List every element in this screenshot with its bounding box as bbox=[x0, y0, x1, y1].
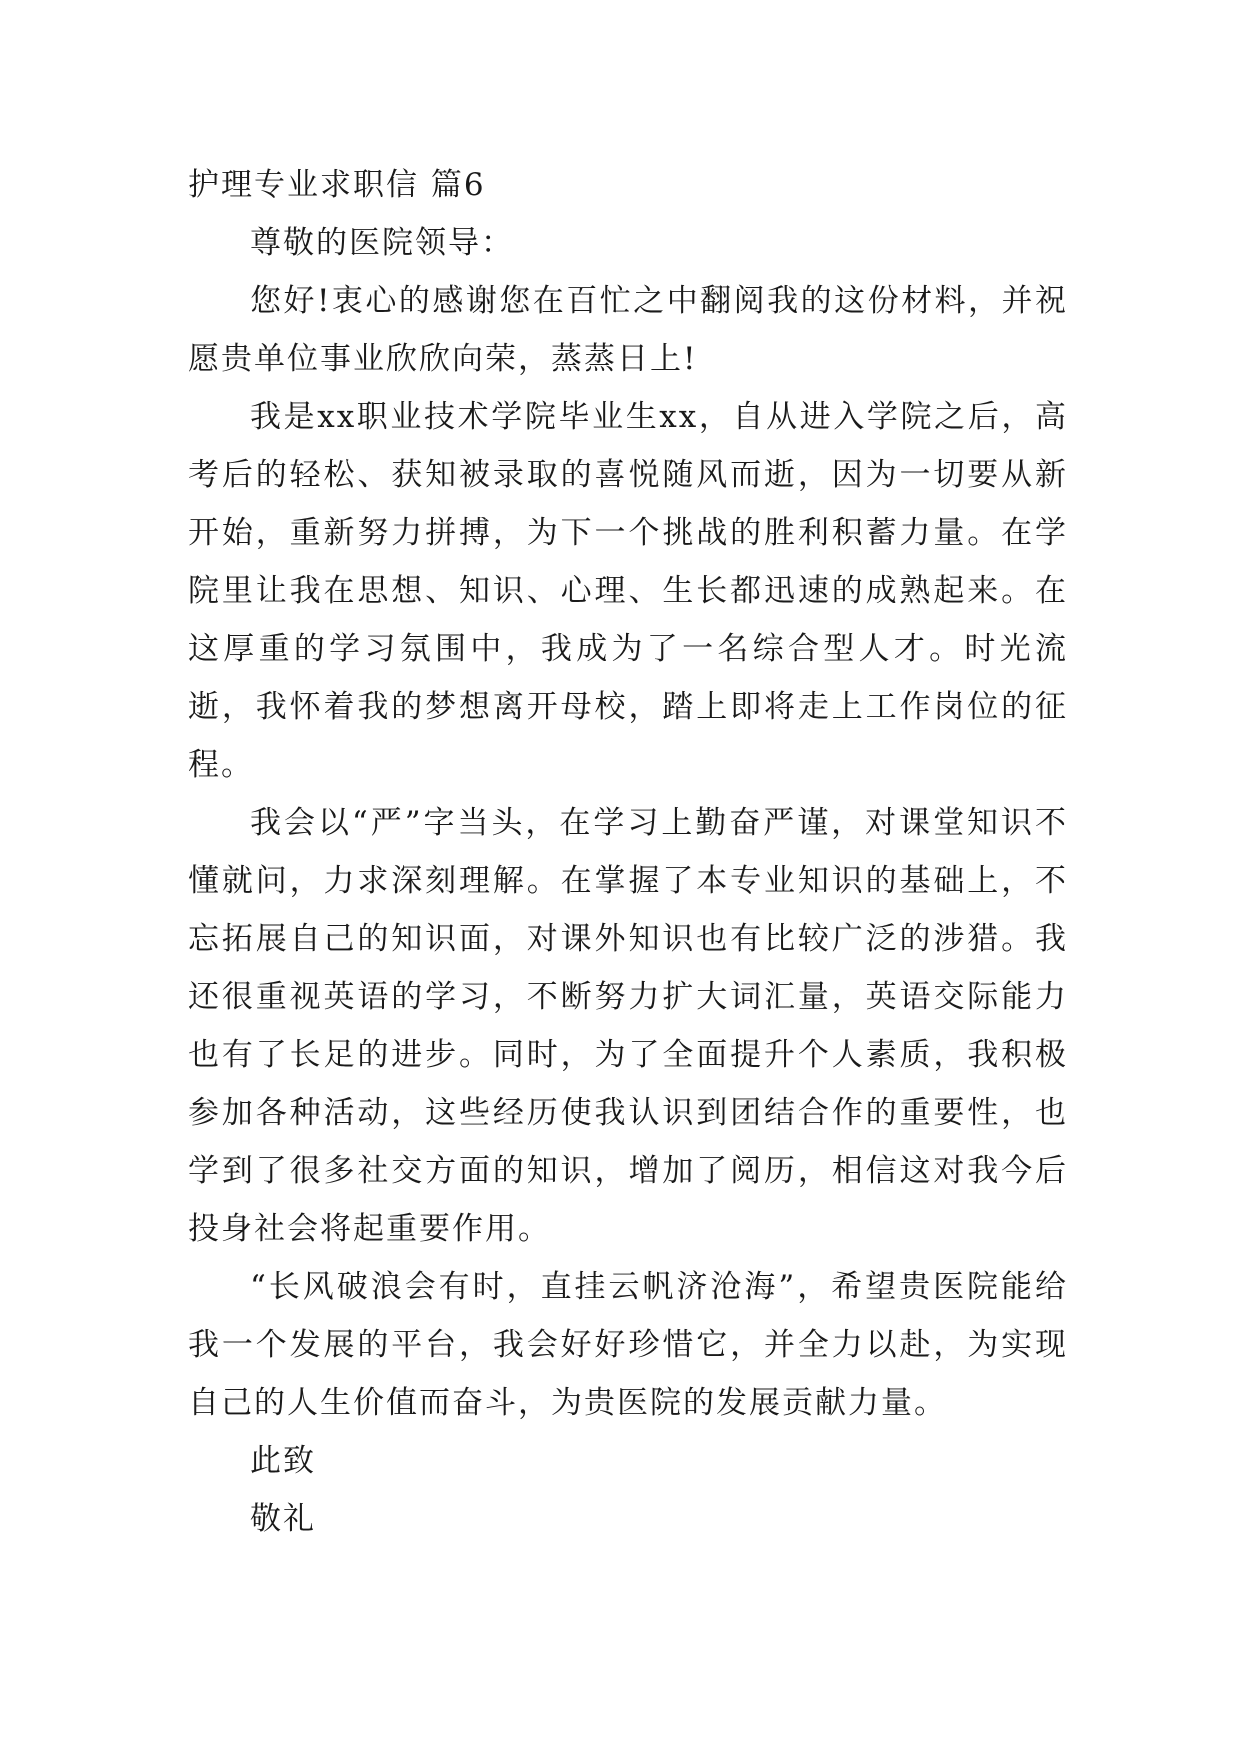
salutation: 尊敬的医院领导： bbox=[250, 225, 514, 261]
paragraph-study: 我会以“严”字当头，在学习上勤奋严谨，对课堂知识不懂就问，力求深刻理解。在掌握了本专业知识的基础上，不忘拓展自己的知识面，对课外知识也有比较广泛的涉猎。我还很重视英语的学习，不断努力扩大词汇量，英语交际能力也有了长足的进步。同时，为了全面提升个人素质，我积极参加各种活动，这些经历使我认识到团结合作的重要性，也学到了很多社交方面的知识，增加了阅历，相信这对我今后投身社会将起重要作用。 bbox=[188, 805, 1068, 1247]
paragraph-aspiration: “长风破浪会有时，直挂云帆济沧海”，希望贵医院能给我一个发展的平台，我会好好珍惜它，并全力以赴，为实现自己的人生价值而奋斗，为贵医院的发展贡献力量。 bbox=[188, 1269, 1068, 1421]
document-title: 护理专业求职信 篇6 bbox=[188, 167, 486, 203]
paragraph-greeting: 您好!衷心的感谢您在百忙之中翻阅我的这份材料，并祝愿贵单位事业欣欣向荣，蒸蒸日上! bbox=[188, 283, 1068, 377]
letter-body bbox=[188, 156, 1068, 1548]
closing-jingli: 敬礼 bbox=[250, 1501, 316, 1537]
paragraph-background: 我是xx职业技术学院毕业生xx，自从进入学院之后，高考后的轻松、获知被录取的喜悦随风而逝，因为一切要从新开始，重新努力拼搏，为下一个挑战的胜利积蓄力量。在学院里让我在思想、知识、心理、生长都迅速的成熟起来。在这厚重的学习氛围中，我成为了一名综合型人才。时光流逝，我怀着我的梦想离开母校，踏上即将走上工作岗位的征程。 bbox=[188, 399, 1068, 783]
closing-cizhi: 此致 bbox=[250, 1443, 316, 1479]
